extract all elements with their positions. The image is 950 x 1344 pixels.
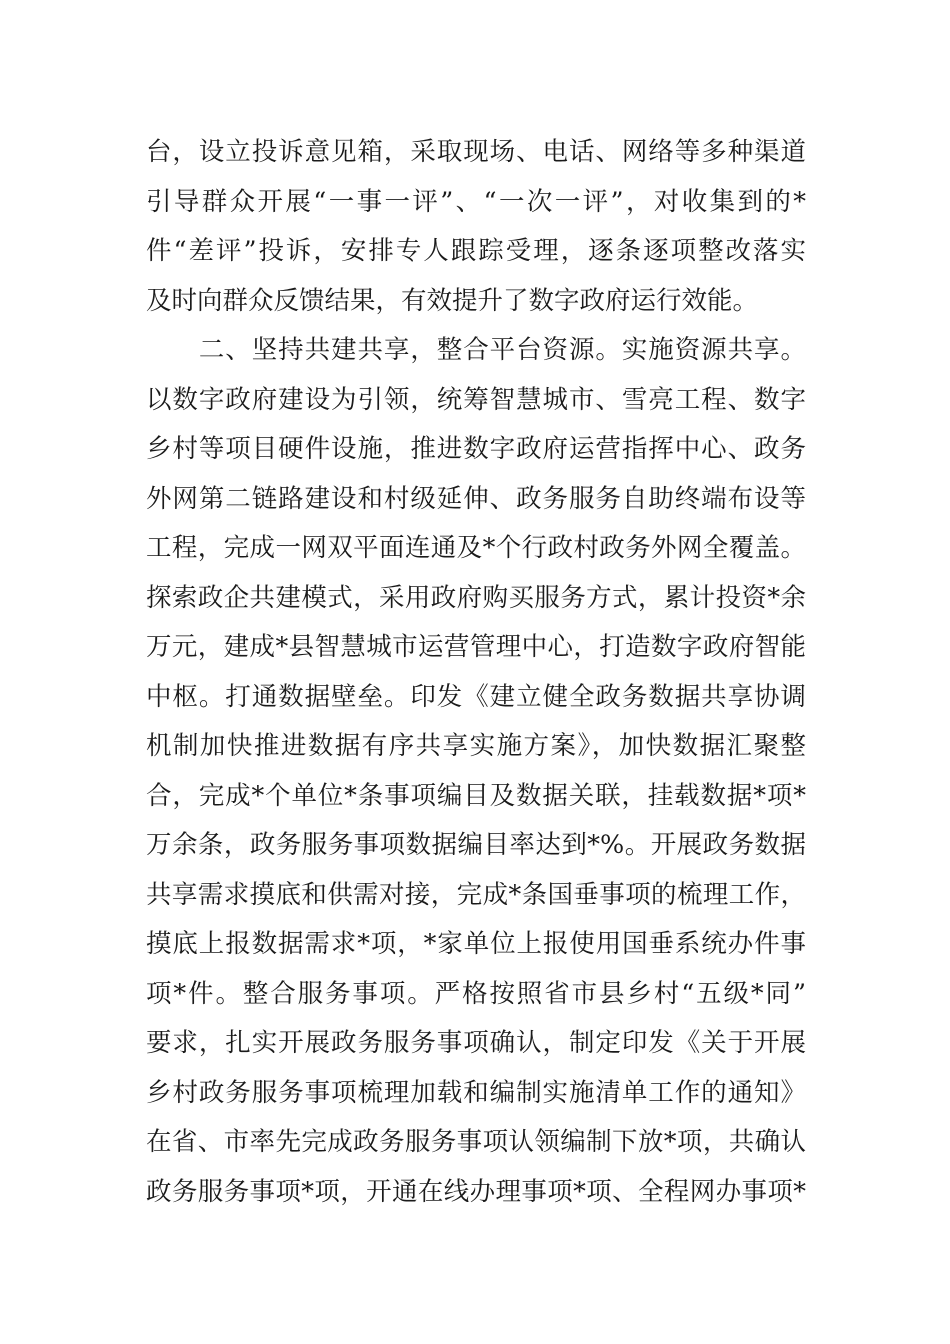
text-line-4: 及时向群众反馈结果，有效提升了数字政府运行效能。 <box>146 285 759 316</box>
text-line-21: 在省、市率先完成政务服务事项认领编制下放*项，共确认 <box>146 1127 806 1157</box>
text-line-11: 万元，建成*县智慧城市运营管理中心，打造数字政府智能 <box>146 632 806 662</box>
body-text <box>146 128 806 1217</box>
text-line-17: 摸底上报数据需求*项，*家单位上报使用国垂系统办件事 <box>146 929 806 959</box>
text-line-22: 政务服务事项*项，开通在线办理事项*项、全程网办事项* <box>146 1176 806 1207</box>
text-line-10: 探索政企共建模式，采用政府购买服务方式，累计投资*余 <box>146 582 806 613</box>
text-line-6: 以数字政府建设为引领，统筹智慧城市、雪亮工程、数字 <box>146 384 806 415</box>
text-line-16: 共享需求摸底和供需对接，完成*条国垂事项的梳理工作， <box>146 879 806 910</box>
text-line-8: 外网第二链路建设和村级延伸、政务服务自助终端布设等 <box>146 483 806 514</box>
text-line-19: 要求，扎实开展政务服务事项确认，制定印发《关于开展 <box>146 1028 806 1058</box>
text-line-12: 中枢。打通数据壁垒。印发《建立健全政务数据共享协调 <box>146 681 806 712</box>
text-line-7: 乡村等项目硬件设施，推进数字政府运营指挥中心、政务 <box>146 434 806 464</box>
text-line-5: 二、坚持共建共享，整合平台资源。实施资源共享。 <box>146 335 806 365</box>
text-line-2: 引导群众开展“一事一评”、“一次一评”，对收集到的* <box>146 186 806 217</box>
text-line-18: 项*件。整合服务事项。严格按照省市县乡村“五级*同” <box>146 978 806 1009</box>
text-line-15: 万余条，政务服务事项数据编目率达到*%。开展政务数据 <box>146 830 806 860</box>
text-line-9: 工程，完成一网双平面连通及*个行政村政务外网全覆盖。 <box>146 533 806 563</box>
text-line-14: 合，完成*个单位*条事项编目及数据关联，挂载数据*项* <box>146 780 806 811</box>
text-line-20: 乡村政务服务事项梳理加载和编制实施清单工作的通知》 <box>146 1077 806 1108</box>
text-line-13: 机制加快推进数据有序共享实施方案》，加快数据汇聚整 <box>146 731 806 761</box>
text-line-1: 台，设立投诉意见箱，采取现场、电话、网络等多种渠道 <box>146 137 806 167</box>
text-line-3: 件“差评”投诉，安排专人跟踪受理，逐条逐项整改落实 <box>146 236 806 266</box>
